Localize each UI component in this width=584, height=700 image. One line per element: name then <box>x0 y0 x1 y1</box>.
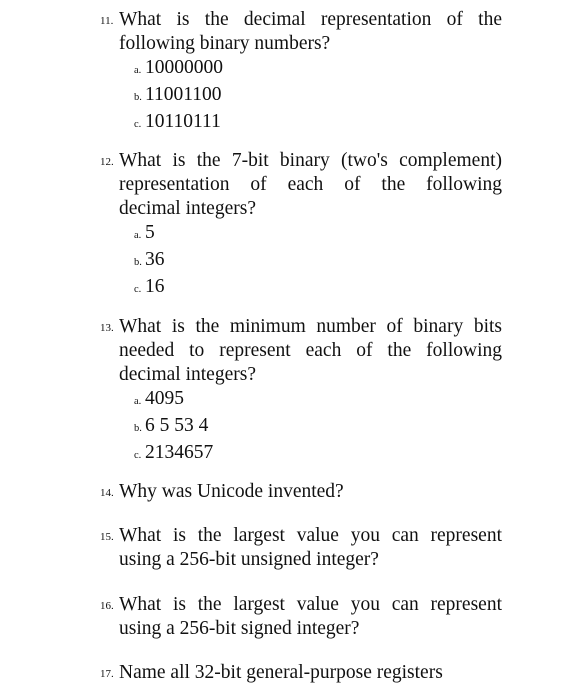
question-line: decimal integers? <box>119 364 256 385</box>
question-line: What is the largest value you can represent <box>119 594 502 615</box>
option-label: c. <box>134 119 142 130</box>
question-11 <box>100 8 502 137</box>
option-label: b. <box>134 92 142 103</box>
option-label: b. <box>134 423 142 434</box>
question-text <box>119 661 502 685</box>
question-line: Why was Unicode invented? <box>119 481 344 502</box>
option-b <box>134 248 502 275</box>
question-12 <box>100 149 502 302</box>
question-line: using a 256-bit unsigned integer? <box>119 549 379 570</box>
option-text: 5 <box>145 222 155 243</box>
option-text: 11001100 <box>145 84 222 105</box>
question-text <box>119 524 502 572</box>
option-text: 36 <box>145 249 165 270</box>
option-a <box>134 221 502 248</box>
question-line: What is the minimum number of binary bits <box>119 316 502 337</box>
question-text <box>119 480 502 504</box>
option-a <box>134 56 502 83</box>
option-label: a. <box>134 230 142 241</box>
option-text: 2134657 <box>145 442 214 463</box>
question-15 <box>100 524 502 572</box>
option-c <box>134 275 502 302</box>
option-text: 16 <box>145 276 165 297</box>
question-text <box>119 315 502 387</box>
option-text: 10000000 <box>145 57 223 78</box>
question-text <box>119 593 502 641</box>
answer-options <box>134 56 502 137</box>
question-line: Name all 32-bit general-purpose registers <box>119 662 443 683</box>
option-c <box>134 110 502 137</box>
question-number: 17. <box>100 668 114 680</box>
question-line: decimal integers? <box>119 198 256 219</box>
question-number: 14. <box>100 487 114 499</box>
option-text: 10110111 <box>145 111 221 132</box>
question-line: What is the 7-bit binary (two's complement) <box>119 150 502 171</box>
question-16 <box>100 593 502 641</box>
question-line: following binary numbers? <box>119 33 331 54</box>
question-number: 11. <box>100 15 114 27</box>
question-line: What is the largest value you can represent <box>119 525 502 546</box>
question-text <box>119 149 502 221</box>
option-c <box>134 441 502 468</box>
question-line: representation of each of the following <box>119 174 502 195</box>
question-text <box>119 8 502 56</box>
question-17 <box>100 661 502 685</box>
option-label: c. <box>134 284 142 295</box>
question-number: 13. <box>100 322 114 334</box>
answer-options <box>134 221 502 302</box>
question-number: 15. <box>100 531 114 543</box>
question-14 <box>100 480 502 504</box>
option-text: 4095 <box>145 388 184 409</box>
answer-options <box>134 387 502 468</box>
question-line: needed to represent each of the following <box>119 340 502 361</box>
option-text: 6 5 53 4 <box>145 415 209 436</box>
question-line: What is the decimal representation of the <box>119 9 502 30</box>
option-label: a. <box>134 396 142 407</box>
option-a <box>134 387 502 414</box>
question-line: using a 256-bit signed integer? <box>119 618 360 639</box>
question-number: 12. <box>100 156 114 168</box>
option-label: b. <box>134 257 142 268</box>
option-b <box>134 414 502 441</box>
option-b <box>134 83 502 110</box>
option-label: a. <box>134 65 142 76</box>
option-label: c. <box>134 450 142 461</box>
question-number: 16. <box>100 600 114 612</box>
question-13 <box>100 315 502 468</box>
